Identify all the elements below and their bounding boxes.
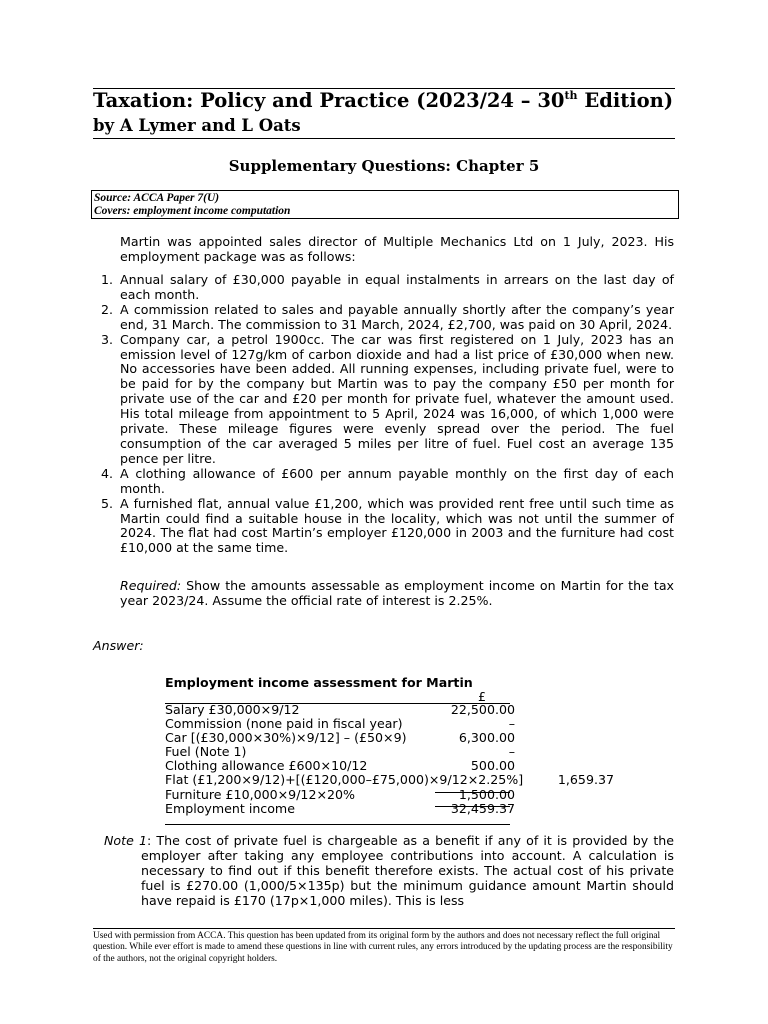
row-amount: 22,500.00 [450,702,515,717]
list-item-text: A commission related to sales and payable annually shortly after the company’s year end, 31 March. The commission to 31 March, 2024, £2,700, was paid on 30 April, 2024. [120,301,674,332]
row-amount: 1,500.00 [458,786,515,802]
document-title [93,89,673,113]
row-label: Salary £30,000×9/12 [165,702,300,717]
table-row [165,731,645,745]
row-extra-amount: 1,659.37 [557,772,614,788]
row-label: Furniture £10,000×9/12×20% [165,786,356,802]
note-text: : The cost of private fuel is chargeable as a benefit if any of it is provided by the employer after taking any employee contributions into account. A calculation is necessary to find out if this benefit therefore exists. The actual cost of his private fuel is £270.00 (1,000/5×135p) but the minimum guidance amount Martin should have repaid is £170 (17p×1,000 miles). This is less [141,833,675,908]
row-amount: – [508,716,515,732]
row-label: Car [(£30,000×30%)×9/12] – (£50×9) [165,730,407,746]
total-line-bottom [165,824,510,825]
row-label: Commission (none paid in fiscal year) [165,716,403,732]
list-item [101,331,674,467]
document-authors: by A Lymer and L Oats [93,116,301,135]
list-item-text: A furnished flat, annual value £1,200, which was provided rent free until such time as Martin could find a suitable house in the locality, which was not until the summer of 2024. The flat had cost Martin’s employer £120,000 in 2003 and the furniture had cost £10,000 at the same time. [120,495,674,556]
table-title: Employment income assessment for Martin [165,675,473,690]
row-label: Clothing allowance £600×10/12 [165,758,368,774]
list-item-text: Company car, a petrol 1900cc. The car was first registered on 1 July, 2023 has an emission level of 127g/km of carbon dioxide and had a list price of £30,000 when new. No accessories have been added. All running expenses, including private fuel, were to be paid for by the company but Martin was to pay the company £50 per month for private use of the car and £20 per month for private fuel, whatever the amount used. His total mileage from appointment to 5 April, 2024 was 16,000, of which 1,000 were private. These mileage figures were evenly spread over the period. The fuel consumption of the car averaged 5 miles per litre of fuel. Fuel cost an average 135 pence per litre. [120,331,674,466]
list-item-number: 1. [101,272,114,287]
title-superscript: th [564,88,578,102]
list-item-number: 2. [101,301,114,317]
list-item-number: 5. [101,495,114,511]
table-row [165,703,645,717]
covers-line: Covers: employment income computation [94,205,291,217]
package-list [101,272,674,556]
header-underline [165,703,510,704]
header-bottom-rule [93,138,675,139]
answer-label: Answer: [93,638,144,653]
note-1 [104,834,674,909]
required-label: Required: [120,578,182,593]
row-label: Employment income [165,800,295,816]
row-label: Fuel (Note 1) [165,744,247,760]
note-label: Note 1 [104,833,147,848]
required-paragraph [120,579,674,609]
source-line: Source: ACCA Paper 7(U) [94,192,220,204]
chapter-heading: Supplementary Questions: Chapter 5 [228,157,540,175]
list-item [101,465,674,497]
question-intro: Martin was appointed sales director of Multiple Mechanics Ltd on 1 July, 2023. His employment package was as follows: [120,234,674,264]
list-item-number: 3. [101,331,114,347]
list-item-text: Annual salary of £30,000 payable in equal instalments in arrears on the last day of each month. [120,272,674,302]
currency-symbol: £ [478,689,487,704]
row-amount: 500.00 [470,758,515,774]
row-label: Flat (£1,200×9/12)+[(£120,000–£75,000)×9/12×2.25%] [165,772,524,788]
row-amount: – [508,744,515,760]
footer-rule [93,928,675,929]
source-box [91,190,679,219]
table-row [165,788,645,802]
footer-disclaimer: Used with permission from ACCA. This question has been updated from its original form by the authors and does not necessary reflect the full original question. While ever effort is made to amend these questions in line with current rules, any errors introduced by the updating process are the responsibility of the authors, not the original copyright holders. [93,931,673,964]
subtotal-line [435,792,510,793]
table-row [165,717,645,731]
title-end: Edition) [577,89,674,112]
list-item [101,301,674,333]
assessment-table [165,675,645,816]
list-item-text: A clothing allowance of £600 per annum payable monthly on the first day of each month. [120,465,674,496]
list-item-number: 4. [101,465,114,481]
table-row [165,745,645,759]
list-item [101,495,674,557]
total-line-top [435,806,510,807]
table-row [165,759,645,773]
table-row-total [165,802,645,816]
title-main: Taxation: Policy and Practice (2023/24 – 30 [93,89,565,112]
table-row [165,773,645,787]
row-amount: 6,300.00 [458,730,515,746]
row-amount: 32,459.37 [450,800,515,816]
required-text: Show the amounts assessable as employment income on Martin for the tax year 2023/24. Assume the official rate of interest is 2.25%. [120,578,674,608]
list-item [101,272,674,303]
